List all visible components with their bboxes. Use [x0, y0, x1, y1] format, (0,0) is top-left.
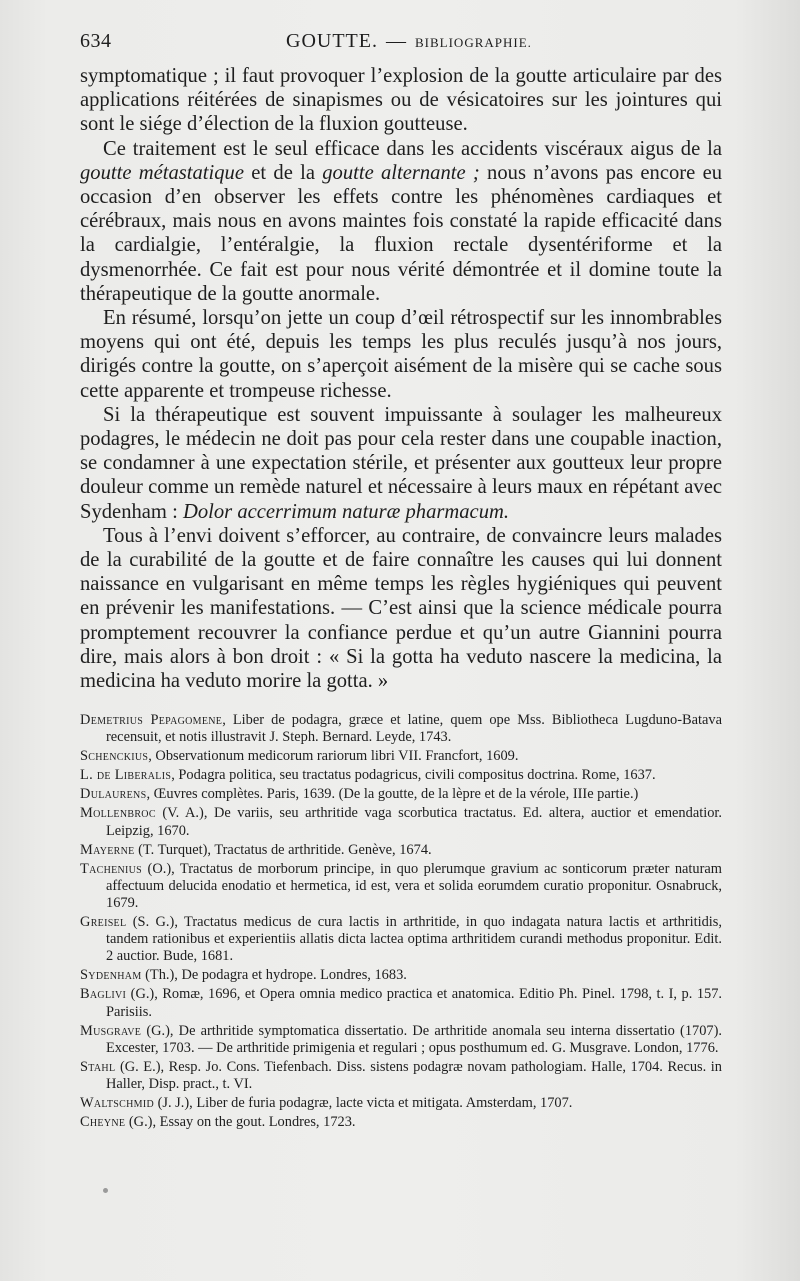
- bibliography-text: , Podagra politica, seu tractatus podagricus, civili compositus doctrina. Rome, 1637.: [171, 767, 656, 784]
- bibliography-entry: [80, 914, 722, 965]
- bibliography-text: (J. J.), Liber de furia podagræ, lacte victa et mitigata. Amsterdam, 1707.: [154, 1094, 573, 1111]
- bibliography-entry: [80, 1059, 722, 1093]
- bibliography-author: Greisel: [80, 914, 127, 931]
- bibliography-author: Waltschmid: [80, 1094, 154, 1111]
- bibliography-author: Schenckius: [80, 748, 149, 765]
- bibliography-author: Cheyne: [80, 1114, 126, 1131]
- bibliography-author: Mollenbroc: [80, 805, 156, 822]
- bibliography-author: Musgrave: [80, 1022, 142, 1039]
- paragraph-4: [80, 403, 722, 524]
- bibliography-entry: [80, 986, 722, 1020]
- bibliography-text: (Th.), De podagra et hydrope. Londres, 1683.: [141, 967, 407, 984]
- bibliography-author: Demetrius Pepagomene: [80, 712, 223, 728]
- bibliography-text: (G.), Romæ, 1696, et Opera omnia medico practica et anatomica. Editio Ph. Pinel. 1798, t. I, p. 157. Parisiis.: [106, 986, 722, 1020]
- page-number: 634: [80, 30, 112, 52]
- bibliography-entry: [80, 842, 722, 859]
- paragraph-1: symptomatique ; il faut provoquer l’explosion de la goutte articulaire par des applications réitérées de sinapismes ou de vésicatoires sur les jointures qui sont le siége d’élection de la fluxion goutteuse.: [80, 65, 722, 136]
- bibliography-entry: [80, 767, 722, 784]
- bibliography-author: Mayerne: [80, 841, 135, 858]
- paragraph-4-italic: Dolor accerrimum naturæ pharmacum.: [182, 500, 510, 523]
- bibliography-author: Tachenius: [80, 860, 143, 877]
- bibliography-author: L. de Liberalis: [80, 767, 172, 784]
- bibliography-author: Sydenham: [80, 967, 142, 984]
- bibliography-entry: [80, 1023, 722, 1057]
- running-title: [286, 30, 532, 53]
- paragraph-3: En résumé, lorsqu’on jette un coup d’œil rétrospectif sur les innombrables moyens qui ont été, depuis les temps les plus reculés jusqu’à nos jours, dirigés contre la goutte, on s’aperçoit aisément de la misère qui se cache sous cette apparente et trompeuse richesse.: [80, 307, 722, 402]
- bibliography-entry: [80, 805, 722, 839]
- bibliography-text: , Observationum medicorum rariorum libri VII. Francfort, 1609.: [148, 748, 519, 765]
- title-dash: —: [385, 30, 407, 52]
- bibliography-entry: [80, 1095, 722, 1112]
- bibliography-entry: [80, 748, 722, 765]
- bibliography-entry: [80, 712, 722, 746]
- paragraph-2: [80, 137, 722, 306]
- title-sub: BIBLIOGRAPHIE.: [414, 35, 532, 50]
- bibliography-text: (G.), De arthritide symptomatica dissertatio. De arthritide anomala seu interna dissertatio (1707). Excester, 1703. — De arthritide primigenia et regulari ; opus posthumum ed. G. Musgrave. London, 1776.: [106, 1022, 722, 1056]
- bibliography-author: Stahl: [80, 1058, 116, 1075]
- paragraph-2-text-c: nous n’avons pas encore eu occasion d’en observer les effets contre les phénomènes cardiaques et cérébraux, mais nous en avons maintes fois constaté la rapide efficacité dans la cardialgie, l’entéralgie, la fluxion rectale dysentériforme et la dysmenorrhée. Ce fait est pour nous vérité démontrée et il domine toute la thérapeutique de la goutte anormale.: [80, 161, 723, 305]
- bibliography-entry: [80, 861, 722, 912]
- bibliography-entry: [80, 786, 722, 803]
- bibliography-text: (O.), Tractatus de morborum principe, in quo plerumque gravium ac sonticorum præter naturam affectuum delucida enodatio et hermetica, id est, vera et solida eorumdem curatio proponitur. Osnabruck, 1679.: [106, 860, 722, 911]
- paragraph-2-text-a: Ce traitement est le seul efficace dans les accidents viscéraux aigus de la: [103, 137, 722, 160]
- bibliography-list: [80, 712, 722, 1133]
- paragraph-2-text-b: et de la: [244, 161, 323, 184]
- body-text: [80, 64, 722, 693]
- bibliography-text: , Œuvres complètes. Paris, 1639. (De la goutte, de la lèpre et de la vérole, IIIe partie.): [146, 786, 639, 803]
- paragraph-5: Tous à l’envi doivent s’efforcer, au contraire, de convaincre leurs malades de la curabilité de la goutte et de faire connaître les causes qui lui donnent naissance en vulgarisant en même temps les règles hygiéniques qui peuvent en prévenir les manifestations. — C’est ainsi que la science médicale pourra promptement recouvrer la confiance perdue et qu’un autre Giannini pourra dire, mais alors à bon droit : « Si la gotta ha veduto nascere la medicina, la medicina ha veduto morire la gotta. »: [80, 524, 722, 693]
- bibliography-text: (S. G.), Tractatus medicus de cura lactis in arthritide, in quo indagata natura lactis et arthritidis, tandem rationibus et experientiis allatis dicta lactea optima arthritidem curandi methodus proponitur. Edit. 2 auctior. Bude, 1681.: [106, 914, 722, 965]
- bibliography-text: (G. E.), Resp. Jo. Cons. Tiefenbach. Diss. sistens podagræ novam pathologiam. Halle, 1704. Recus. in Haller, Disp. pract., t. VI.: [106, 1058, 722, 1092]
- bibliography-entry: [80, 967, 722, 984]
- running-header: [80, 30, 720, 58]
- bibliography-author: Dulaurens: [80, 786, 147, 803]
- paragraph-4-text: Si la thérapeutique est souvent impuissante à soulager les malheureux podagres, le médecin ne doit pas pour cela rester dans une coupable inaction, se condamner à une expectation stérile, et présenter aux goutteux leur propre douleur comme un remède naturel et nécessaire à leurs maux en répétant avec Sydenham :: [80, 403, 722, 523]
- paragraph-2-italic-1: goutte métastatique: [80, 161, 244, 184]
- paper-speck: [103, 1188, 108, 1193]
- paragraph-2-italic-2: goutte alternante ;: [322, 161, 480, 184]
- bibliography-author: Baglivi: [80, 986, 127, 1003]
- bibliography-text: (V. A.), De variis, seu arthritide vaga scorbutica tractatus. Ed. altera, auctior et emendatior. Leipzig, 1670.: [106, 805, 722, 839]
- bibliography-text: (G.), Essay on the gout. Londres, 1723.: [125, 1114, 356, 1131]
- bibliography-entry: [80, 1114, 722, 1131]
- bibliography-text: (T. Turquet), Tractatus de arthritide. Genève, 1674.: [134, 841, 432, 858]
- title-main: GOUTTE.: [286, 30, 378, 52]
- bibliography-text: , Liber de podagra, græce et latine, quem ope Mss. Bibliotheca Lugduno-Batava recensuit, et notis illustravit J. Steph. Bernard. Leyde, 1743.: [106, 712, 722, 746]
